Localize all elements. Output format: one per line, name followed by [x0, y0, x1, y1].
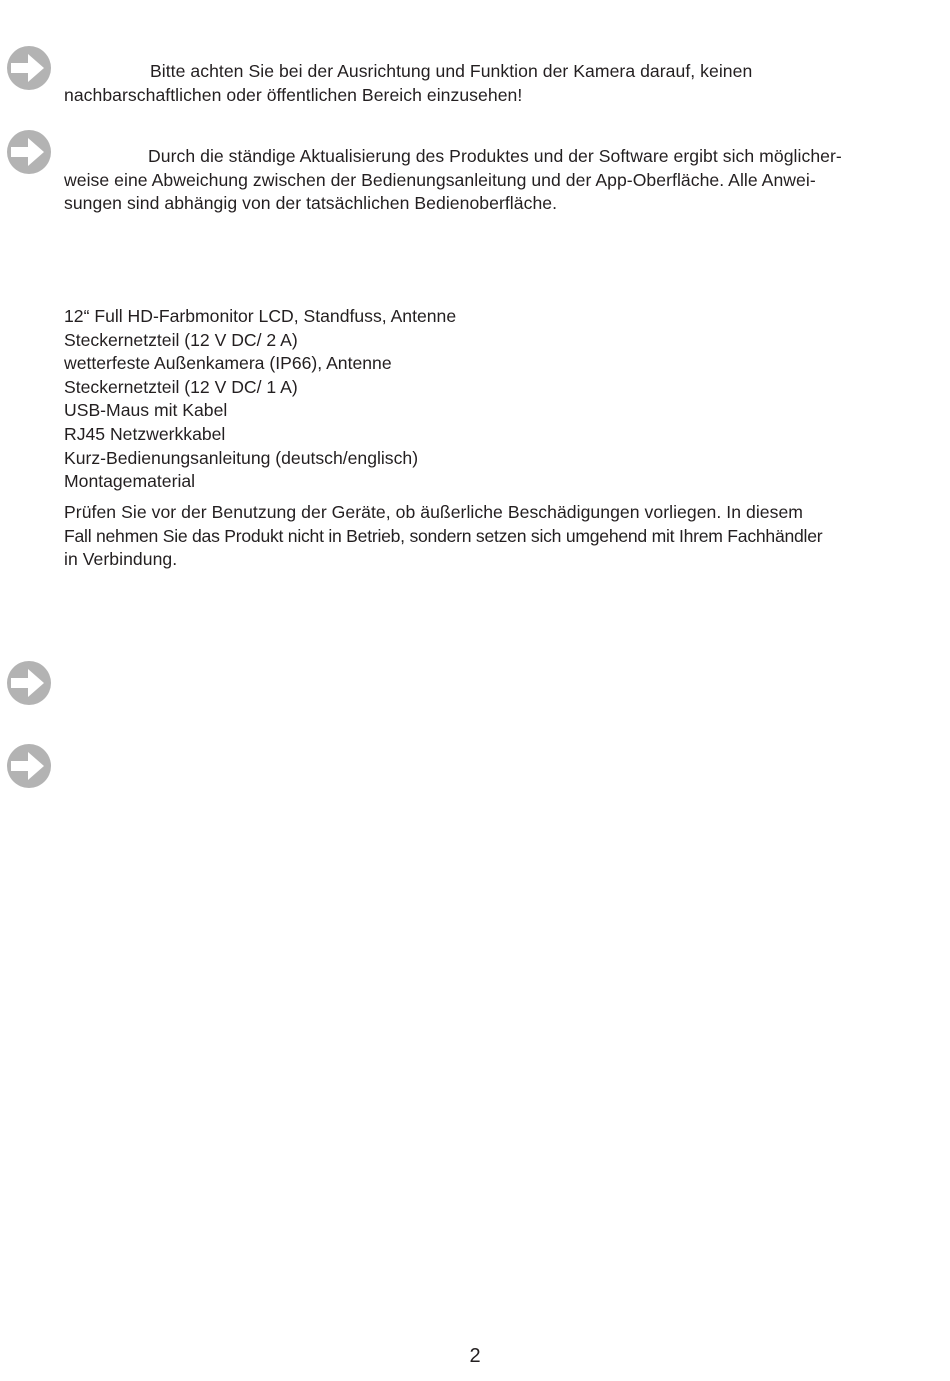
note-line: in Verbindung. — [64, 549, 178, 570]
note-line: Durch die ständige Aktualisierung des Produktes und der Software ergibt sich möglicher- — [148, 146, 842, 166]
list-item: RJ45 Netzwerkkabel — [64, 423, 226, 444]
note-line: nachbarschaftlichen oder öffentlichen Bereich einzusehen! — [64, 84, 523, 105]
arrow-right-circle-icon — [6, 743, 52, 789]
software-update-note — [64, 145, 904, 216]
note-line: sungen sind abhängig von der tatsächlichen Bedienoberfläche. — [64, 193, 558, 214]
list-item: Steckernetzteil (12 V DC/ 1 A) — [64, 376, 298, 397]
camera-privacy-note — [64, 60, 904, 107]
note-line: Prüfen Sie vor der Benutzung der Geräte, ob äußerliche Beschädigungen vorliegen. In diesem — [64, 502, 803, 522]
arrow-right-circle-icon — [6, 660, 52, 706]
list-item: Montagematerial — [64, 471, 196, 492]
list-item: Kurz-Bedienungsanleitung (deutsch/englisch) — [64, 447, 419, 468]
arrow-right-circle-icon — [6, 129, 52, 175]
note-line: Fall nehmen Sie das Produkt nicht in Betrieb, sondern setzen sich umgehend mit Ihrem Fachhändler — [64, 525, 823, 546]
list-item: USB-Maus mit Kabel — [64, 400, 228, 421]
damage-check-note — [64, 501, 904, 572]
arrow-right-circle-icon — [6, 45, 52, 91]
package-contents-list — [64, 305, 456, 494]
list-item: 12“ Full HD-Farbmonitor LCD, Standfuss, Antenne — [64, 306, 457, 326]
list-item: wetterfeste Außenkamera (IP66), Antenne — [64, 353, 392, 374]
note-line: weise eine Abweichung zwischen der Bedienungsanleitung und der App-Oberfläche. Alle Anwei- — [64, 169, 816, 190]
note-line: Bitte achten Sie bei der Ausrichtung und Funktion der Kamera darauf, keinen — [150, 61, 753, 81]
list-item: Steckernetzteil (12 V DC/ 2 A) — [64, 329, 298, 350]
page-number: 2 — [469, 1345, 481, 1367]
